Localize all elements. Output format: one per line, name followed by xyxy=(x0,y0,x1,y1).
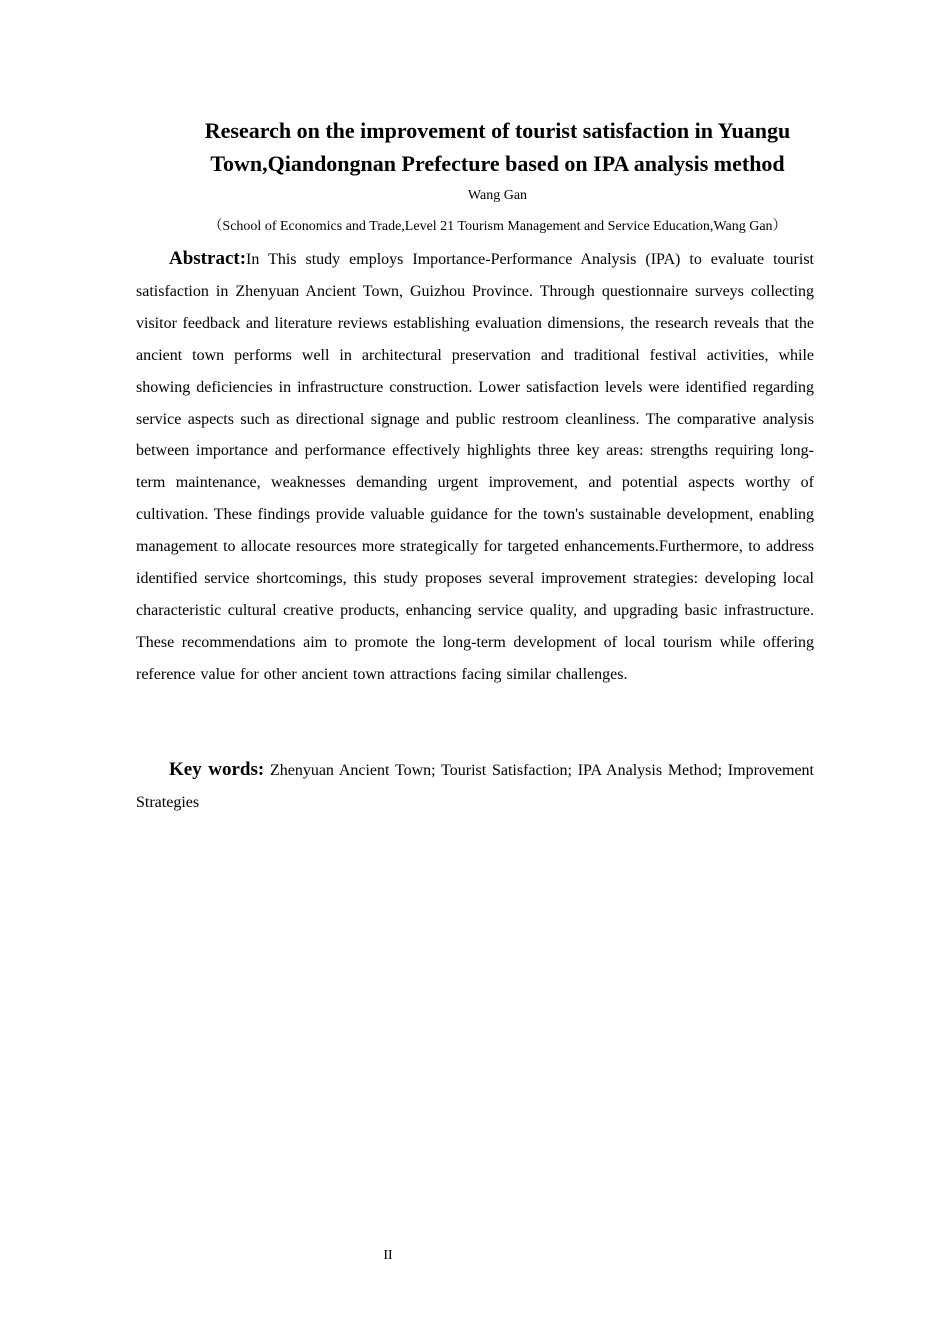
author-name: Wang Gan xyxy=(467,188,528,203)
paper-title: Research on the improvement of tourist satisfaction in Yuangu Town,Qiandongnan Prefecture based on IPA analysis method xyxy=(204,118,791,176)
abstract-paragraph xyxy=(136,243,814,691)
author-affiliation: （School of Economics and Trade,Level 21 Tourism Management and Service Education,Wang Gan） xyxy=(208,219,787,234)
page-number: II xyxy=(383,1248,393,1263)
abstract-text: In This study employs Importance-Performance Analysis (IPA) to evaluate tourist satisfaction in Zhenyuan Ancient Town, Guizhou Province. Through questionnaire surveys collecting visitor feedback and literature reviews establishing evaluation dimensions, the research reveals that the ancient town performs well in architectural preservation and traditional festival activities, while showing deficiencies in infrastructure construction. Lower satisfaction levels were identified regarding service aspects such as directional signage and public restroom cleanliness. The comparative analysis between importance and performance effectively highlights three key areas: strengths requiring long-term maintenance, weaknesses demanding urgent improvement, and potential aspects worthy of cultivation. These findings provide valuable guidance for the town's sustainable development, enabling management to allocate resources more strategically for targeted enhancements.Furthermore, to address identified service shortcomings, this study proposes several improvement strategies: developing local characteristic cultural creative products, enhancing service quality, and upgrading basic infrastructure. These recommendations aim to promote the long-term development of local tourism while offering reference value for other ancient town attractions facing similar challenges. xyxy=(136,251,814,683)
keywords-label: Key words: xyxy=(169,759,265,780)
keywords-text: Zhenyuan Ancient Town; Tourist Satisfaction; IPA Analysis Method; Improvement Strategies xyxy=(136,762,815,811)
abstract-label: Abstract: xyxy=(169,248,247,269)
keywords-paragraph xyxy=(136,754,814,819)
